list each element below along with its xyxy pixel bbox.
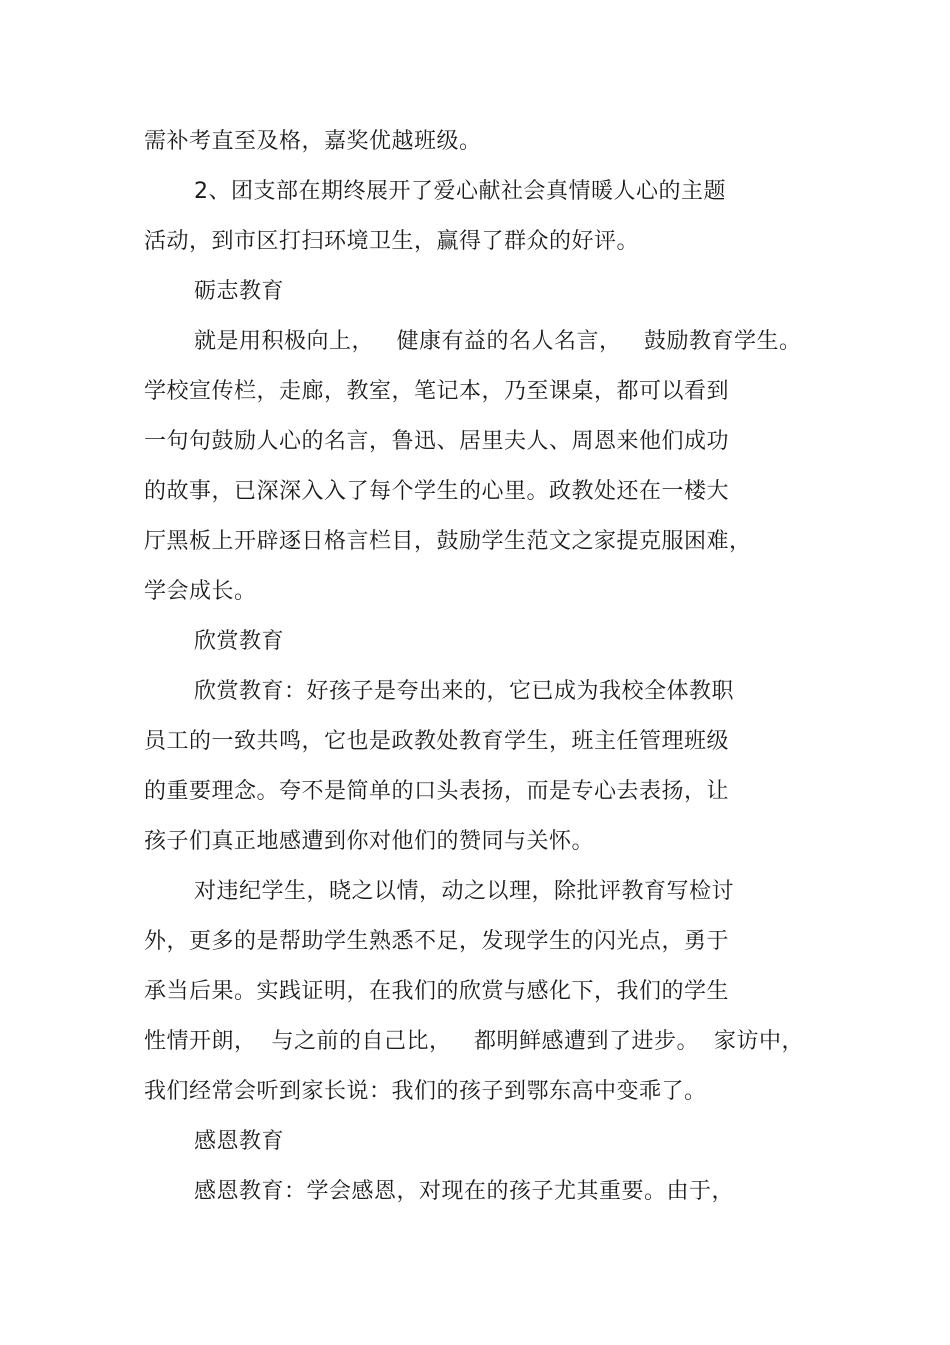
text-line: 活动，到市区打扫环境卫生，赢得了群众的好评。: [144, 229, 640, 254]
text-line: 感恩教育：学会感恩，对现在的孩子尤其重要。由于，: [194, 1179, 735, 1204]
text-line: 性情开朗， 与之前的自己比， 都明鲜感遭到了进步。 家访中，: [144, 1029, 804, 1054]
section-heading: 感恩教育: [194, 1129, 285, 1154]
text-line: 2、团支部在期终展开了爱心献社会真情暖人心的主题: [194, 179, 726, 204]
text-line: 员工的一致共鸣，它也是政教处教育学生，班主任管理班级: [144, 729, 730, 754]
section-heading: 砺志教育: [194, 279, 285, 304]
text-line: 就是用积极向上， 健康有益的名人名言， 鼓励教育学生。: [194, 329, 802, 354]
text-line: 的故事，已深深入入了每个学生的心里。政教处还在一楼大: [144, 479, 730, 504]
text-line: 学校宣传栏，走廊，教室，笔记本，乃至课桌，都可以看到: [144, 379, 730, 404]
text-line: 我们经常会听到家长说：我们的孩子到鄂东高中变乖了。: [144, 1079, 707, 1104]
text-line: 承当后果。实践证明，在我们的欣赏与感化下，我们的学生: [144, 979, 730, 1004]
text-line: 对违纪学生，晓之以情，动之以理，除批评教育写检讨: [194, 879, 735, 904]
text-line: 需补考直至及格，嘉奖优越班级。: [144, 129, 482, 154]
text-line: 学会成长。: [144, 579, 257, 604]
text-line: 孩子们真正地感遭到你对他们的赞同与关怀。: [144, 829, 595, 854]
section-heading: 欣赏教育: [194, 629, 285, 654]
text-line: 欣赏教育：好孩子是夸出来的，它已成为我校全体教职: [194, 679, 735, 704]
text-line: 的重要理念。夸不是简单的口头表扬，而是专心去表扬，让: [144, 779, 730, 804]
text-line: 外，更多的是帮助学生熟悉不足，发现学生的闪光点，勇于: [144, 929, 730, 954]
text-line: 厅黑板上开辟逐日格言栏目，鼓励学生范文之家提克服困难，: [144, 529, 752, 554]
text-line: 一句句鼓励人心的名言，鲁迅、居里夫人、周恩来他们成功: [144, 429, 730, 454]
